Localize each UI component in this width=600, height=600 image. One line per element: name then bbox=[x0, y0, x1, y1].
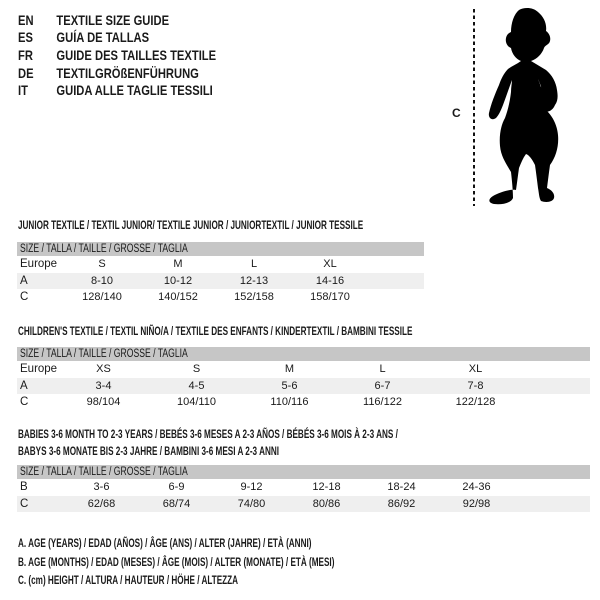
cell: 110/116 bbox=[270, 396, 309, 409]
cell: L bbox=[250, 258, 258, 271]
row-label: A bbox=[17, 273, 64, 290]
size-header-bar bbox=[17, 465, 590, 479]
language-code: IT bbox=[18, 82, 28, 99]
language-code: DE bbox=[18, 64, 34, 81]
table-row bbox=[17, 273, 424, 290]
size-header-bar bbox=[17, 242, 424, 256]
footnote-age-months: B. AGE (MONTHS) / EDAD (MESES) / ÂGE (MOIS) / ALTER (MONATE) / ETÀ (MESI) bbox=[18, 554, 335, 569]
baby-silhouette-icon bbox=[483, 7, 575, 206]
cell-filler bbox=[522, 378, 590, 395]
cell: 6-9 bbox=[168, 481, 185, 494]
table-row bbox=[17, 256, 424, 273]
footnote-age-years: A. AGE (YEARS) / EDAD (AÑOS) / ÂGE (ANS) / ALTER (JAHRE) / ETÀ (ANNI) bbox=[18, 536, 312, 550]
row-label: Europe bbox=[20, 363, 57, 376]
row-label: C bbox=[20, 291, 29, 304]
language-title: TEXTILE SIZE GUIDE bbox=[56, 11, 170, 28]
size-header-label: SIZE / TALLA / TAILLE / GRÖSSE / TAGLIA bbox=[20, 466, 188, 478]
table-row bbox=[17, 394, 590, 411]
cell: 8-10 bbox=[64, 273, 140, 290]
junior-table-title: JUNIOR TEXTILE / TEXTIL JUNIOR/ TEXTILE JUNIOR / JUNIORTEXTIL / JUNIOR TESSILE bbox=[18, 218, 364, 232]
cell: 7-8 bbox=[429, 378, 522, 395]
size-header-label: SIZE / TALLA / TAILLE / GRÖSSE / TAGLIA bbox=[20, 348, 188, 360]
language-title: GUIDE DES TAILLES TEXTILE bbox=[56, 46, 217, 63]
table-row bbox=[17, 479, 590, 496]
cell: M bbox=[284, 363, 295, 376]
row-label: B bbox=[20, 481, 28, 494]
cell-filler bbox=[522, 361, 590, 378]
cell: 68/74 bbox=[139, 496, 214, 513]
cell: 152/158 bbox=[234, 291, 274, 304]
cell: 128/140 bbox=[82, 291, 122, 304]
cell: 10-12 bbox=[140, 273, 216, 290]
cell: 80/86 bbox=[289, 496, 364, 513]
cell: L bbox=[379, 363, 386, 376]
children-size-table bbox=[17, 347, 590, 411]
table-row bbox=[17, 361, 590, 378]
cell: S bbox=[192, 363, 201, 376]
table-row bbox=[17, 289, 424, 306]
language-title: GUÍA DE TALLAS bbox=[56, 29, 150, 46]
cell: 104/110 bbox=[177, 396, 216, 409]
row-label: C bbox=[17, 496, 64, 513]
cell: 12-18 bbox=[312, 481, 341, 494]
cell: XS bbox=[96, 363, 111, 376]
language-title: GUIDA ALLE TAGLIE TESSILI bbox=[56, 82, 213, 99]
language-code: EN bbox=[18, 11, 34, 28]
cell: 98/104 bbox=[86, 396, 121, 409]
cell: XL bbox=[323, 258, 337, 271]
junior-size-table bbox=[17, 242, 424, 306]
table-row bbox=[17, 496, 590, 513]
footnote-height: C. (cm) HEIGHT / ALTURA / HAUTEUR / HÖHE / ALTEZZA bbox=[18, 573, 239, 588]
cell: 86/92 bbox=[364, 496, 439, 513]
children-table-title: CHILDREN'S TEXTILE / TEXTIL NIÑO/A / TEXTILE DES ENFANTS / KINDERTEXTIL / BAMBINI TESSILE bbox=[18, 324, 413, 338]
cell: 12-13 bbox=[216, 273, 292, 290]
cell: 24-36 bbox=[462, 481, 491, 494]
cell: 9-12 bbox=[240, 481, 263, 494]
cell-filler bbox=[368, 273, 424, 290]
language-code: FR bbox=[18, 46, 33, 63]
cell: 62/68 bbox=[64, 496, 139, 513]
cell: 158/170 bbox=[310, 291, 350, 304]
cell-filler bbox=[522, 394, 590, 411]
cell-filler bbox=[514, 479, 590, 496]
cell: 3-6 bbox=[93, 481, 110, 494]
language-list bbox=[18, 11, 266, 99]
cell-filler bbox=[368, 256, 424, 273]
cell: 140/152 bbox=[158, 291, 198, 304]
language-row-es bbox=[18, 29, 216, 47]
cell: 74/80 bbox=[214, 496, 289, 513]
cell: 92/98 bbox=[439, 496, 514, 513]
cell: 3-4 bbox=[57, 378, 150, 395]
language-code: ES bbox=[18, 29, 33, 46]
cell: S bbox=[98, 258, 106, 271]
height-measure-dashed-line bbox=[473, 9, 475, 206]
cell: M bbox=[173, 258, 183, 271]
babies-size-table bbox=[17, 465, 590, 512]
cell: 122/128 bbox=[455, 396, 496, 409]
size-header-label: SIZE / TALLA / TAILLE / GRÖSSE / TAGLIA bbox=[20, 243, 188, 255]
language-row-it bbox=[18, 81, 216, 99]
legend-footnotes bbox=[18, 534, 483, 590]
cell: 116/122 bbox=[363, 396, 402, 409]
babies-table-title-line1: BABIES 3-6 MONTH TO 2-3 YEARS / BEBÉS 3-6 MESES A 2-3 AÑOS / BÉBÉS 3-6 MOIS À 2-3 ANS / bbox=[18, 427, 398, 441]
language-row-de bbox=[18, 64, 216, 82]
row-label: C bbox=[20, 396, 29, 409]
cell: 4-5 bbox=[150, 378, 243, 395]
height-measure-label: C bbox=[452, 106, 461, 120]
language-title: TEXTILGRÖßENFÜHRUNG bbox=[56, 64, 199, 81]
cell: XL bbox=[468, 363, 483, 376]
cell: 6-7 bbox=[336, 378, 429, 395]
cell-filler bbox=[514, 496, 590, 513]
language-row-fr bbox=[18, 46, 216, 64]
row-label: Europe bbox=[20, 258, 58, 271]
babies-table-title-line2: BABYS 3-6 MONATE BIS 2-3 JAHRE / BAMBINI 3-6 MESI A 2-3 ANNI bbox=[18, 444, 280, 458]
language-row-en bbox=[18, 11, 216, 29]
table-row bbox=[17, 378, 590, 395]
cell-filler bbox=[368, 289, 424, 306]
size-header-bar bbox=[17, 347, 590, 361]
row-label: A bbox=[17, 378, 57, 395]
cell: 14-16 bbox=[292, 273, 368, 290]
cell: 18-24 bbox=[387, 481, 416, 494]
cell: 5-6 bbox=[243, 378, 336, 395]
